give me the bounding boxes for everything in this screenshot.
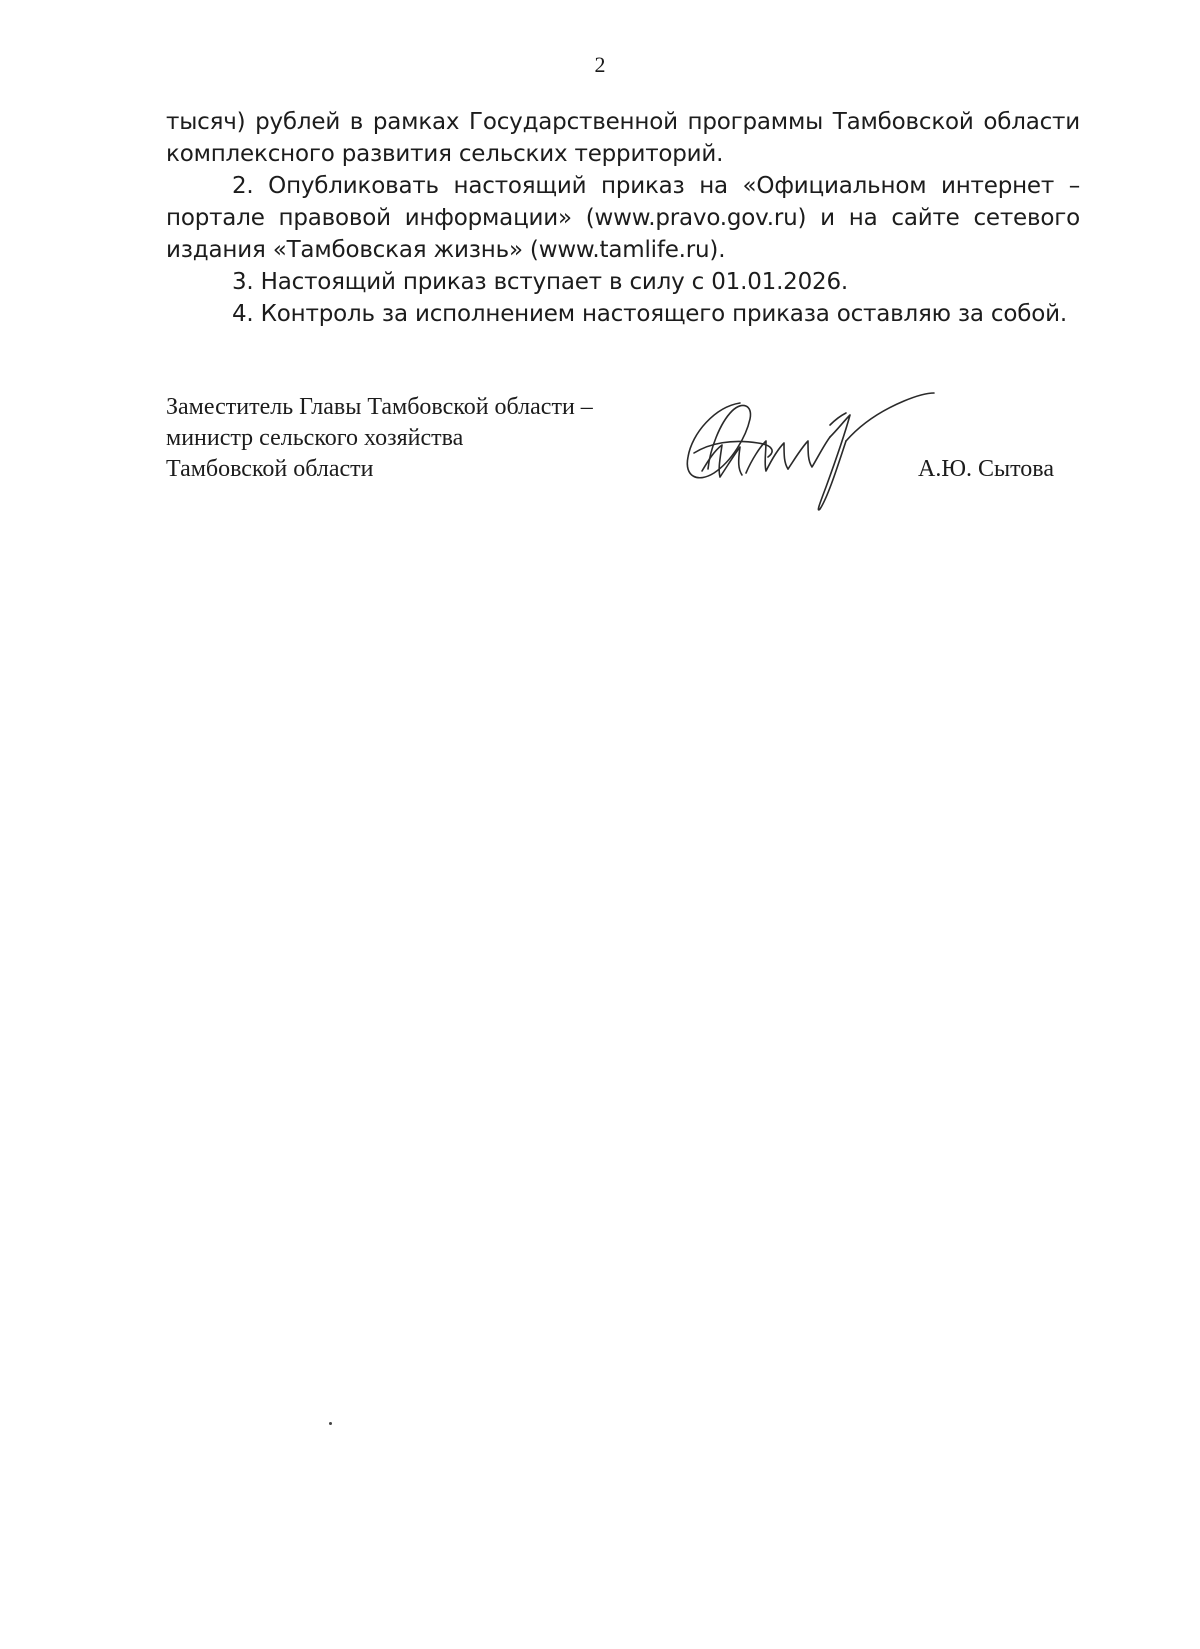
paragraph-effective-date: 3. Настоящий приказ вступает в силу с 01.01.2026.	[232, 269, 849, 295]
handwritten-signature	[680, 385, 960, 520]
page-number: 2	[594, 52, 606, 77]
signatory-name: А.Ю. Сытова	[918, 456, 1054, 482]
paragraph-continuation: тысяч) рублей в рамках Государственной программы Тамбовской области комплексного развития сельских территорий.	[166, 109, 1080, 167]
signatory-title-line: Тамбовской области	[166, 456, 374, 482]
document-body	[166, 106, 1080, 330]
signatory-title-line: Заместитель Главы Тамбовской области –	[166, 394, 593, 420]
paragraph-publish: 2. Опубликовать настоящий приказ на «Официальном интернет – портале правовой информации» (www.pravo.gov.ru) и на сайте сетевого издания «Тамбовская жизнь» (www.tamlife.ru).	[166, 173, 1080, 263]
signatory-title-line: министр сельского хозяйства	[166, 425, 464, 451]
signatory-title	[166, 392, 686, 485]
paragraph-control: 4. Контроль за исполнением настоящего приказа оставляю за собой.	[232, 301, 1067, 327]
scan-speck	[329, 1422, 332, 1425]
